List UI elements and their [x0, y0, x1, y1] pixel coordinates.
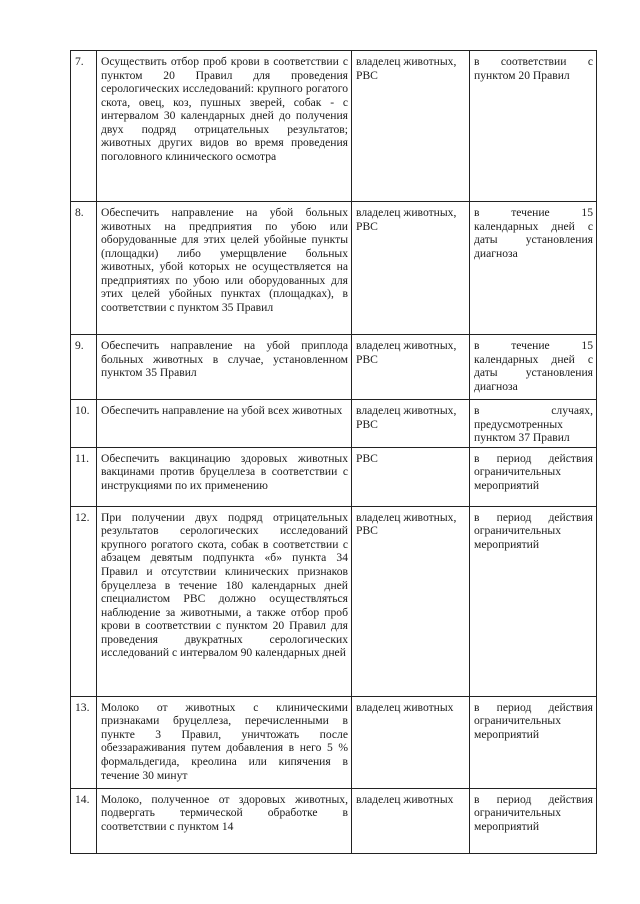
deadline-text: в период действия ограничительных мероприятий	[470, 447, 597, 506]
table-row	[71, 335, 597, 400]
deadline-text: в период действия ограничительных мероприятий	[470, 506, 597, 696]
deadline-text: в течение 15 календарных дней с даты установления диагноза	[470, 202, 597, 335]
deadline-text: в соответствии с пунктом 20 Правил	[470, 51, 597, 202]
table-row	[71, 400, 597, 448]
deadline-text: в период действия ограничительных мероприятий	[470, 788, 597, 853]
measure-text: Обеспечить направление на убой больных животных на предприятия по убою или оборудованные для этих целей убойные пункты (площадки) либо умерщвление больных животных, убой которых не осуществляется на предприятиях по убою или оборудованных для этих целей убойных пунктах (площадках), в соответствии с пунктом 35 Правил	[97, 202, 352, 335]
table-row	[71, 202, 597, 335]
row-number: 12.	[71, 506, 97, 696]
row-number: 14.	[71, 788, 97, 853]
measures-table	[70, 50, 597, 854]
responsible-party: владелец животных	[352, 696, 470, 788]
table-row	[71, 51, 597, 202]
measure-text: Обеспечить направление на убой всех животных	[97, 400, 352, 448]
deadline-text: в течение 15 календарных дней с даты установления диагноза	[470, 335, 597, 400]
deadline-text: в случаях, предусмотренных пунктом 37 Правил	[470, 400, 597, 448]
responsible-party: владелец животных, РВС	[352, 202, 470, 335]
deadline-text: в период действия ограничительных мероприятий	[470, 696, 597, 788]
row-number: 11.	[71, 447, 97, 506]
measure-text: Молоко, полученное от здоровых животных, подвергать термической обработке в соответствии с пунктом 14	[97, 788, 352, 853]
table-row	[71, 788, 597, 853]
responsible-party: владелец животных, РВС	[352, 506, 470, 696]
responsible-party: владелец животных, РВС	[352, 400, 470, 448]
table-row	[71, 506, 597, 696]
row-number: 13.	[71, 696, 97, 788]
responsible-party: РВС	[352, 447, 470, 506]
responsible-party: владелец животных, РВС	[352, 51, 470, 202]
table-row	[71, 447, 597, 506]
responsible-party: владелец животных, РВС	[352, 335, 470, 400]
row-number: 8.	[71, 202, 97, 335]
measure-text: При получении двух подряд отрицательных результатов серологических исследований крупного рогатого скота, собак в соответствии с абзацем девятым подпункта «б» пункта 34 Правил и отсутствии клинических признаков бруцеллеза в течение 180 календарных дней специалистом РВС должно осуществляться наблюдение за животными, а также отбор проб крови в соответствии с пунктом 20 Правил для проведения двукратных серологических исследований с интервалом 90 календарных дней	[97, 506, 352, 696]
table-row	[71, 696, 597, 788]
measure-text: Обеспечить направление на убой приплода больных животных в случае, установленном пунктом 35 Правил	[97, 335, 352, 400]
measure-text: Осуществить отбор проб крови в соответствии с пунктом 20 Правил для проведения серологических исследований: крупного рогатого скота, овец, коз, пушных зверей, собак - с интервалом 30 календарных дней до получения двух подряд отрицательных результатов; животных других видов во время проведения поголовного клинического осмотра	[97, 51, 352, 202]
row-number: 9.	[71, 335, 97, 400]
row-number: 10.	[71, 400, 97, 448]
responsible-party: владелец животных	[352, 788, 470, 853]
measure-text: Молоко от животных с клиническими признаками бруцеллеза, перечисленными в пункте 3 Правил, уничтожать после обеззараживания путем добавления в него 5 % формальдегида, креолина или кипячения в течение 30 минут	[97, 696, 352, 788]
measure-text: Обеспечить вакцинацию здоровых животных вакцинами против бруцеллеза в соответствии с инструкциями по их применению	[97, 447, 352, 506]
row-number: 7.	[71, 51, 97, 202]
